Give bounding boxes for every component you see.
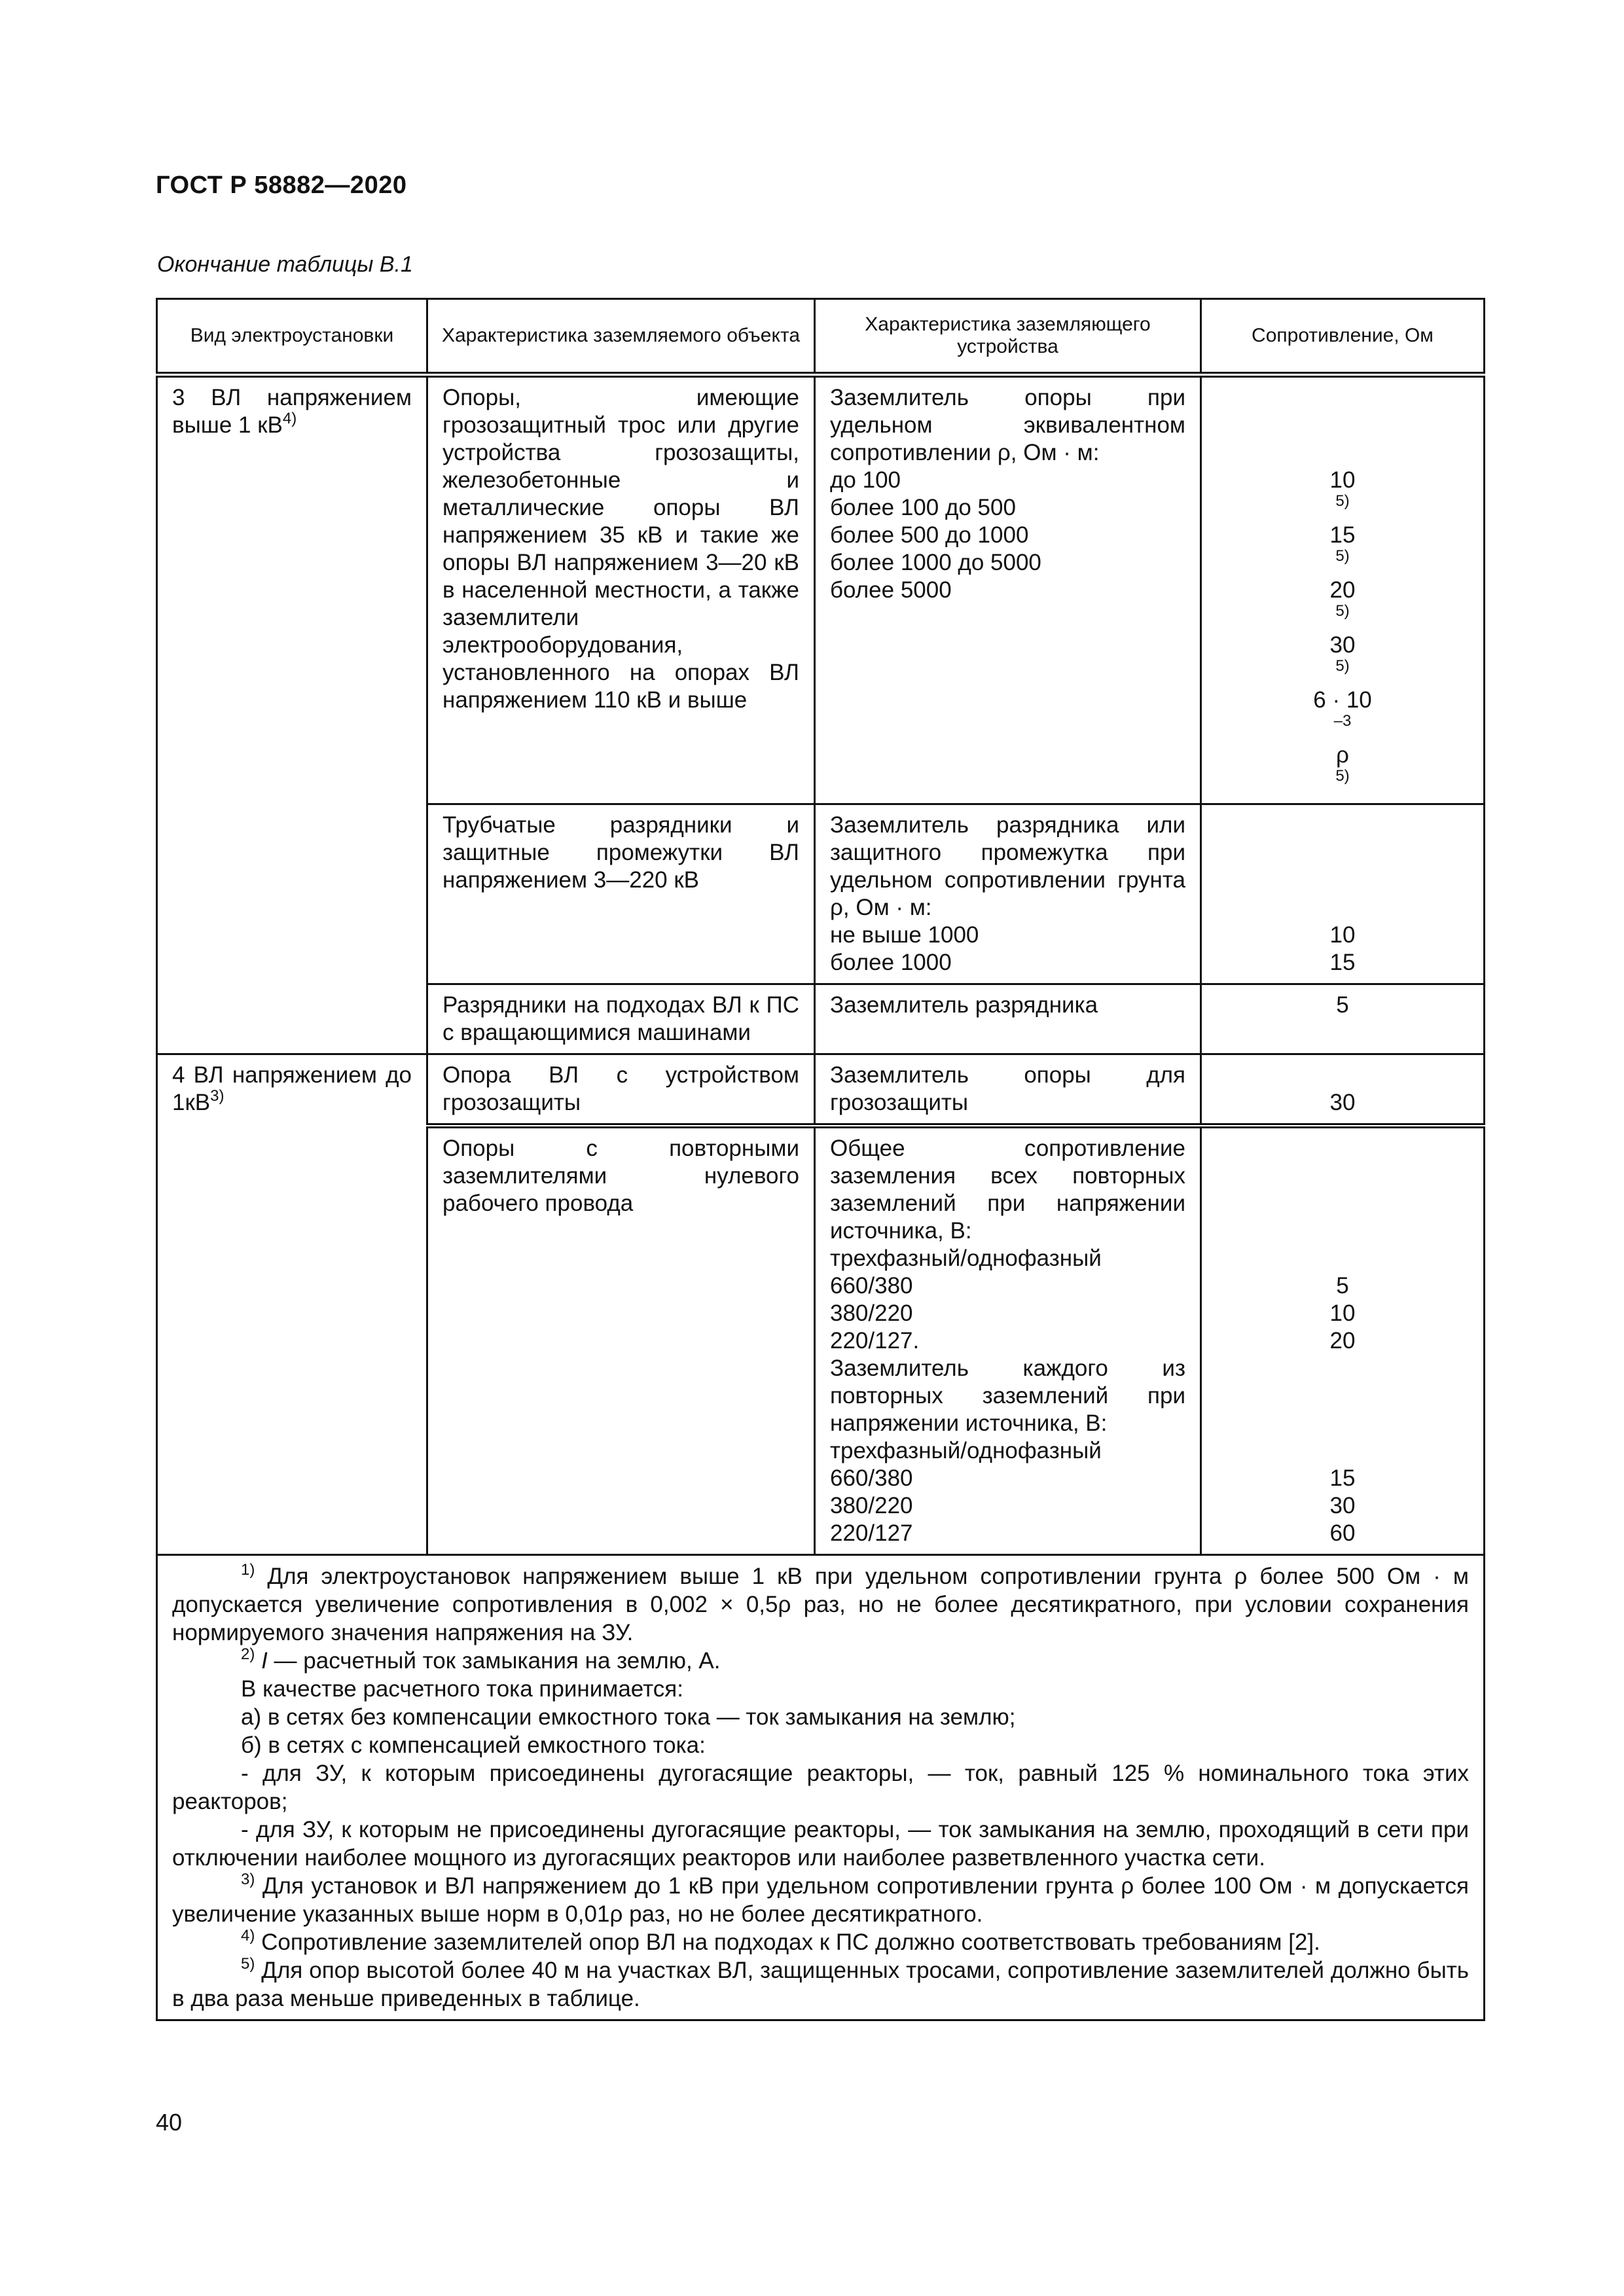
cell-resistance: 10 $^{5)}$ 15 $^{5)}$ 20 $^{5)}$ 30 $^{5)}$ 6 · 10 $^{-3}$ ρ $^{5)}$ (1201, 375, 1485, 804)
cell-resistance: 30 (1201, 1054, 1485, 1126)
footnote-1: $^{1)}$ Для электроустановок напряжением выше 1 кВ при удельном сопротивлении грунта ρ более 500 Ом · м допускается увеличение сопротивления в 0,002 × 0,5ρ раз, но не более десятикратного, при условии сохранения нормируемого значения напряжения на ЗУ. (172, 1561, 1469, 1645)
cell-resistance: 5 10 20 15 30 60 (1201, 1126, 1485, 1555)
cell-device: Заземлитель разрядника или защитного промежутка при удельном сопротивлении грунта ρ, Ом · м: не выше 1000 более 1000 (815, 804, 1201, 984)
cell-device: Заземлитель опоры при удельном эквивалентном сопротивлении ρ, Ом · м: до 100 более 100 до 500 более 500 до 1000 более 1000 до 5000 более 5000 (815, 375, 1201, 804)
cell-device: Общее сопротивление заземления всех повторных заземлений при напряжении источника, В: трехфазный/однофазный 660/380 380/220 220/127. Заземлитель каждого из повторных заземлений при напряжении источника, В: трехфазный/однофазный 660/380 380/220 220/127 (815, 1126, 1201, 1555)
cell-device: Заземлитель опоры для грозозащиты (815, 1054, 1201, 1126)
footnote-4: $^{4)}$ Сопротивление заземлителей опор ВЛ на подходах к ПС должно соответствовать требованиям [2]. (241, 1927, 1320, 1955)
footnote-2-line: - для ЗУ, к которым не присоединены дугогасящие реакторы, — ток замыкания на землю, проходящий в сети при отключении наиболее мощного из дугогасящих реакторов или наиболее разветвленного участка сети. (172, 1817, 1469, 1871)
document-title: ГОСТ Р 58882—2020 (156, 171, 407, 199)
footnote-2-line: - для ЗУ, к которым присоединены дугогасящие реакторы, — ток, равный 125 % номинального тока этих реакторов; (172, 1761, 1469, 1814)
table-row (157, 375, 1485, 804)
grounding-resistance-table (156, 298, 1485, 2021)
cell-object: Опора ВЛ с устройством грозозащиты (427, 1054, 815, 1126)
footnote-2-line: В качестве расчетного тока принимается: (241, 1676, 683, 1702)
table-header-row (157, 299, 1485, 375)
footnote-5: $^{5)}$ Для опор высотой более 40 м на участках ВЛ, защищенных тросами, сопротивление заземлителей должно быть в два раза меньше приведенных в таблице. (172, 1955, 1469, 2011)
table-footnotes (157, 1555, 1485, 2020)
table-row (157, 1054, 1485, 1126)
cell-resistance: 10 15 (1201, 804, 1485, 984)
column-header-kind: Вид электроустановки (157, 299, 427, 375)
page-number: 40 (156, 2109, 183, 2136)
cell-object: Разрядники на подходах ВЛ к ПС с вращающимися машинами (427, 984, 815, 1054)
footnote-2-line: а) в сетях без компенсации емкостного тока — ток замыкания на землю; (241, 1704, 1016, 1730)
footnote-2: $^{2)}$ I — расчетный ток замыкания на землю, А. (241, 1645, 721, 1674)
cell-resistance: 5 (1201, 984, 1485, 1054)
column-header-object: Характеристика заземляемого объекта (427, 299, 815, 375)
cell-object: Трубчатые разрядники и защитные промежутки ВЛ напряжением 3—220 кВ (427, 804, 815, 984)
cell-object: Опоры с повторными заземлителями нулевого рабочего провода (427, 1126, 815, 1555)
column-header-device: Характеристика заземляющего устройства (815, 299, 1201, 375)
table-caption: Окончание таблицы В.1 (157, 252, 413, 277)
column-header-resistance: Сопротивление, Ом (1201, 299, 1485, 375)
footnote-3: $^{3)}$ Для установок и ВЛ напряжением до 1 кВ при удельном сопротивлении грунта ρ более 100 Ом · м допускается увеличение указанных выше норм в 0,01ρ раз, но не более десятикратного. (172, 1871, 1469, 1927)
footnote-2-line: б) в сетях с компенсацией емкостного тока: (241, 1732, 706, 1758)
cell-installation-kind: 4 ВЛ напряжением до $1кВ^{3)}$ (157, 1054, 427, 1555)
cell-installation-kind: 3 ВЛ напряжением выше 1 $кВ^{4)}$ (157, 375, 427, 1054)
table-notes-row (157, 1555, 1485, 2020)
cell-device: Заземлитель разрядника (815, 984, 1201, 1054)
cell-object: Опоры, имеющие грозозащитный трос или другие устройства грозозащиты, железобетонные и металлические опоры ВЛ напряжением 35 кВ и такие же опоры ВЛ напряжением 3—20 кВ в населенной местности, а также заземлители электрооборудования, установленного на опорах ВЛ напряжением 110 кВ и выше (427, 375, 815, 804)
